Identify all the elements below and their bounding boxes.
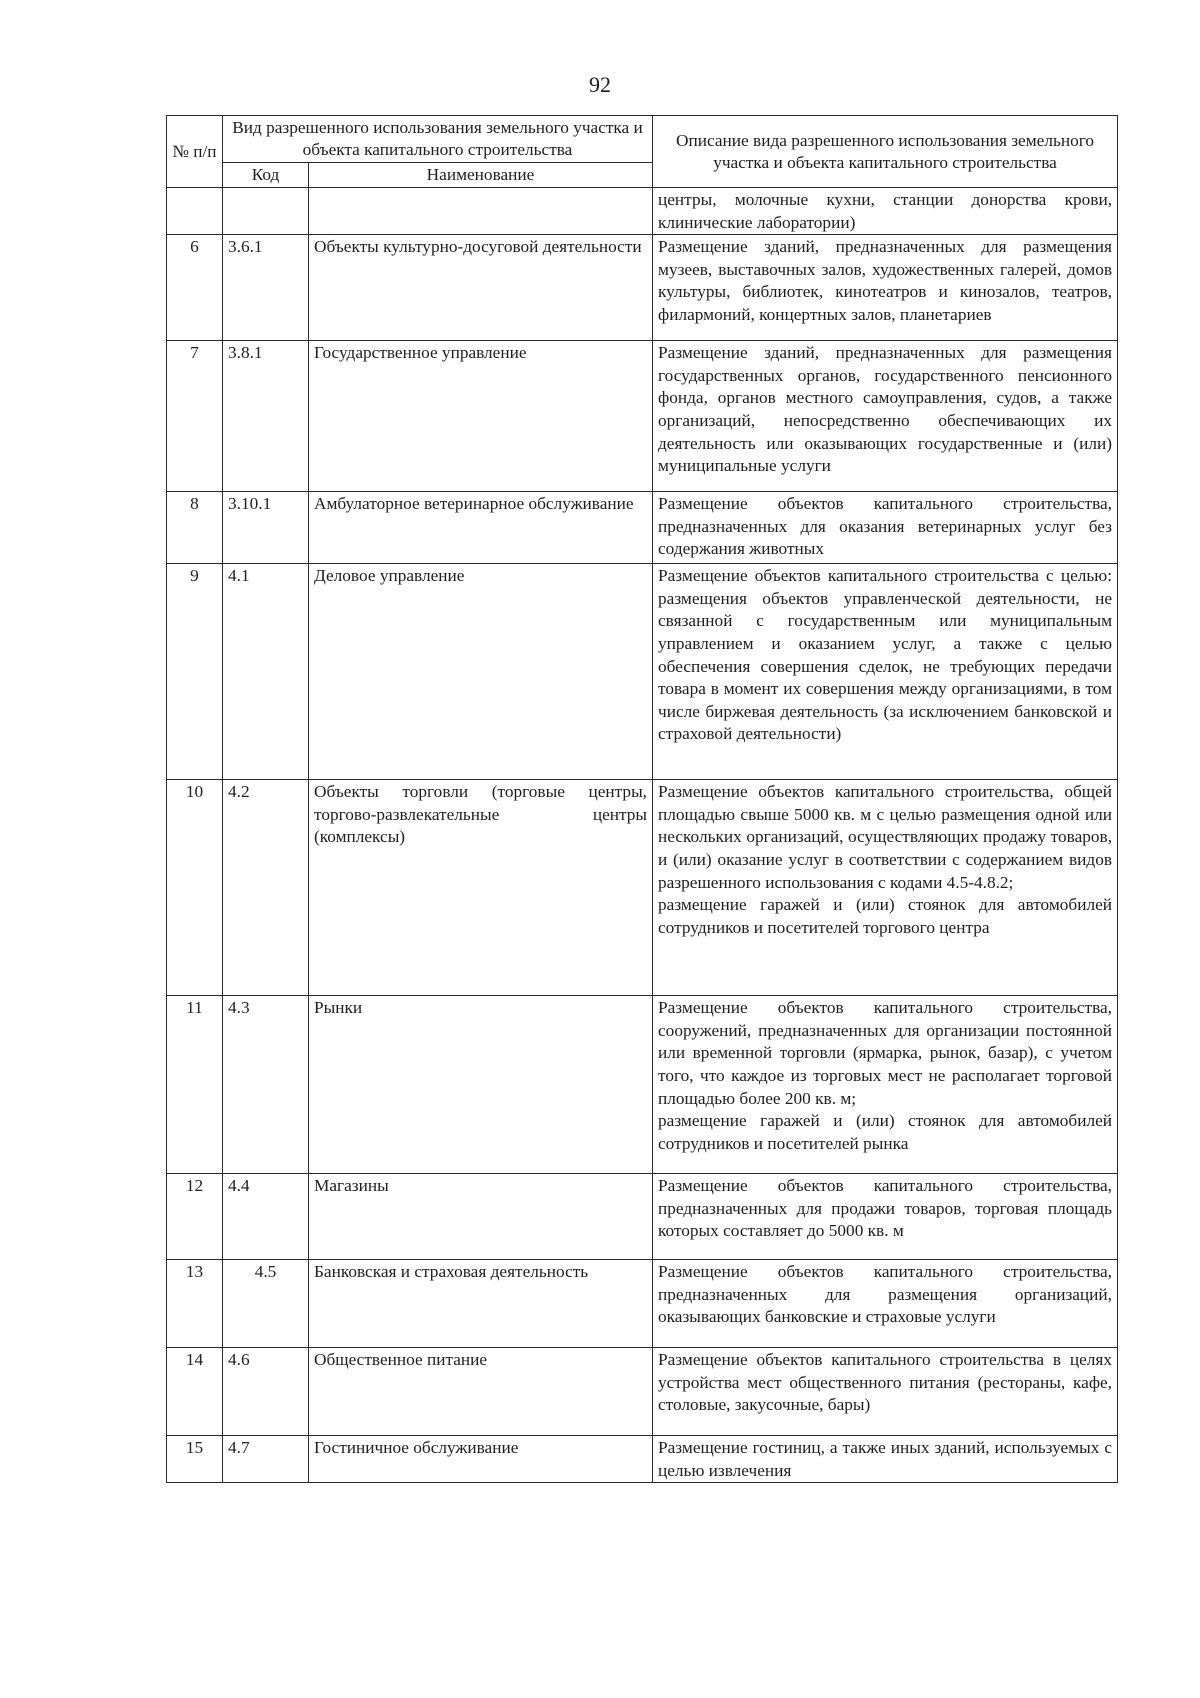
row-number (167, 188, 223, 235)
row-code: 4.7 (223, 1436, 309, 1483)
row-code: 4.2 (223, 780, 309, 996)
description-paragraph: Размещение объектов капитального строительства, предназначенных для размещения организаций, оказывающих банковские и страховые услуги (658, 1262, 1113, 1327)
table-body (167, 188, 1118, 1483)
description-paragraph: Размещение объектов капитального строительства, общей площадью свыше 5000 кв. м с целью размещения одной или нескольких организаций, осуществляющих продажу товаров, и (или) оказание услуг в соответствии с содержанием видов разрешенного использования с кодами 4.5-4.8.2; (658, 782, 1113, 892)
row-name: Магазины (309, 1174, 653, 1260)
row-description (653, 780, 1118, 996)
header-code: Код (223, 163, 309, 188)
row-code (223, 188, 309, 235)
table-row (167, 780, 1118, 996)
row-code: 4.4 (223, 1174, 309, 1260)
row-description (653, 1436, 1118, 1483)
row-number: 6 (167, 235, 223, 341)
row-name: Общественное питание (309, 1348, 653, 1436)
description-paragraph: Размещение объектов капитального строительства с целью: размещения объектов управленческой деятельности, не связанной с государственным или муниципальным управлением и оказанием услуг, а также с целью обеспечения совершения сделок, не требующих передачи товара в момент их совершения между организациями, в том числе биржевая деятельность (за исключением банковской и страховой деятельности) (658, 566, 1113, 744)
table-row (167, 492, 1118, 564)
description-paragraph: Размещение зданий, предназначенных для размещения государственных органов, государственного пенсионного фонда, органов местного самоуправления, судов, а также организаций, непосредственно обеспечивающих их деятельность или оказывающих государственные и (или) муниципальные услуги (658, 343, 1113, 476)
row-description (653, 235, 1118, 341)
row-name: Объекты культурно-досуговой деятельности (309, 235, 653, 341)
row-description (653, 492, 1118, 564)
row-description (653, 341, 1118, 492)
table-row (167, 1260, 1118, 1348)
row-description (653, 564, 1118, 780)
header-num: № п/п (167, 116, 223, 188)
row-number: 14 (167, 1348, 223, 1436)
row-name (309, 188, 653, 235)
land-use-table (166, 115, 1118, 1483)
row-name: Рынки (309, 996, 653, 1174)
row-name: Государственное управление (309, 341, 653, 492)
table-row (167, 564, 1118, 780)
row-name: Гостиничное обслуживание (309, 1436, 653, 1483)
row-code: 4.6 (223, 1348, 309, 1436)
header-name: Наименование (309, 163, 653, 188)
row-number: 7 (167, 341, 223, 492)
description-paragraph: Размещение гостиниц, а также иных зданий, используемых с целью извлечения (658, 1438, 1113, 1480)
row-code: 3.8.1 (223, 341, 309, 492)
row-code: 4.1 (223, 564, 309, 780)
row-number: 13 (167, 1260, 223, 1348)
row-name: Амбулаторное ветеринарное обслуживание (309, 492, 653, 564)
description-paragraph: Размещение зданий, предназначенных для размещения музеев, выставочных залов, художественных галерей, домов культуры, библиотек, кинотеатров и кинозалов, театров, филармоний, концертных залов, планетариев (658, 237, 1113, 324)
row-code: 3.10.1 (223, 492, 309, 564)
description-paragraph: Размещение объектов капитального строительства, предназначенных для оказания ветеринарных услуг без содержания животных (658, 494, 1113, 559)
row-number: 11 (167, 996, 223, 1174)
row-code: 3.6.1 (223, 235, 309, 341)
table-row (167, 341, 1118, 492)
row-description (653, 1260, 1118, 1348)
row-name: Банковская и страховая деятельность (309, 1260, 653, 1348)
description-paragraph: Размещение объектов капитального строительства, сооружений, предназначенных для организации постоянной или временной торговли (ярмарка, рынок, базар), с учетом того, что каждое из торговых мест не располагает торговой площадью более 200 кв. м; (658, 998, 1113, 1108)
description-paragraph: центры, молочные кухни, станции донорства крови, клинические лаборатории) (658, 190, 1113, 232)
table-row (167, 188, 1118, 235)
header-group: Вид разрешенного использования земельного участка и объекта капитального строительства (223, 116, 653, 163)
row-number: 10 (167, 780, 223, 996)
row-name: Объекты торговли (торговые центры, торгово-развлекательные центры (комплексы) (309, 780, 653, 996)
table-row (167, 235, 1118, 341)
row-number: 8 (167, 492, 223, 564)
table-row (167, 1348, 1118, 1436)
table-row (167, 1436, 1118, 1483)
row-description (653, 1174, 1118, 1260)
row-code: 4.5 (223, 1260, 309, 1348)
row-description (653, 188, 1118, 235)
row-description (653, 1348, 1118, 1436)
table-row (167, 1174, 1118, 1260)
page-number: 92 (589, 72, 611, 97)
row-description (653, 996, 1118, 1174)
row-number: 9 (167, 564, 223, 780)
description-paragraph: размещение гаражей и (или) стоянок для автомобилей сотрудников и посетителей рынка (658, 1111, 1113, 1153)
row-code: 4.3 (223, 996, 309, 1174)
description-paragraph: Размещение объектов капитального строительства в целях устройства мест общественного питания (рестораны, кафе, столовые, закусочные, бары) (658, 1350, 1113, 1415)
row-number: 15 (167, 1436, 223, 1483)
description-paragraph: размещение гаражей и (или) стоянок для автомобилей сотрудников и посетителей торгового центра (658, 895, 1113, 937)
row-number: 12 (167, 1174, 223, 1260)
row-name: Деловое управление (309, 564, 653, 780)
header-description: Описание вида разрешенного использования земельного участка и объекта капитального строительства (653, 116, 1118, 188)
table-row (167, 996, 1118, 1174)
table-header (167, 116, 1118, 188)
description-paragraph: Размещение объектов капитального строительства, предназначенных для продажи товаров, торговая площадь которых составляет до 5000 кв. м (658, 1176, 1113, 1241)
